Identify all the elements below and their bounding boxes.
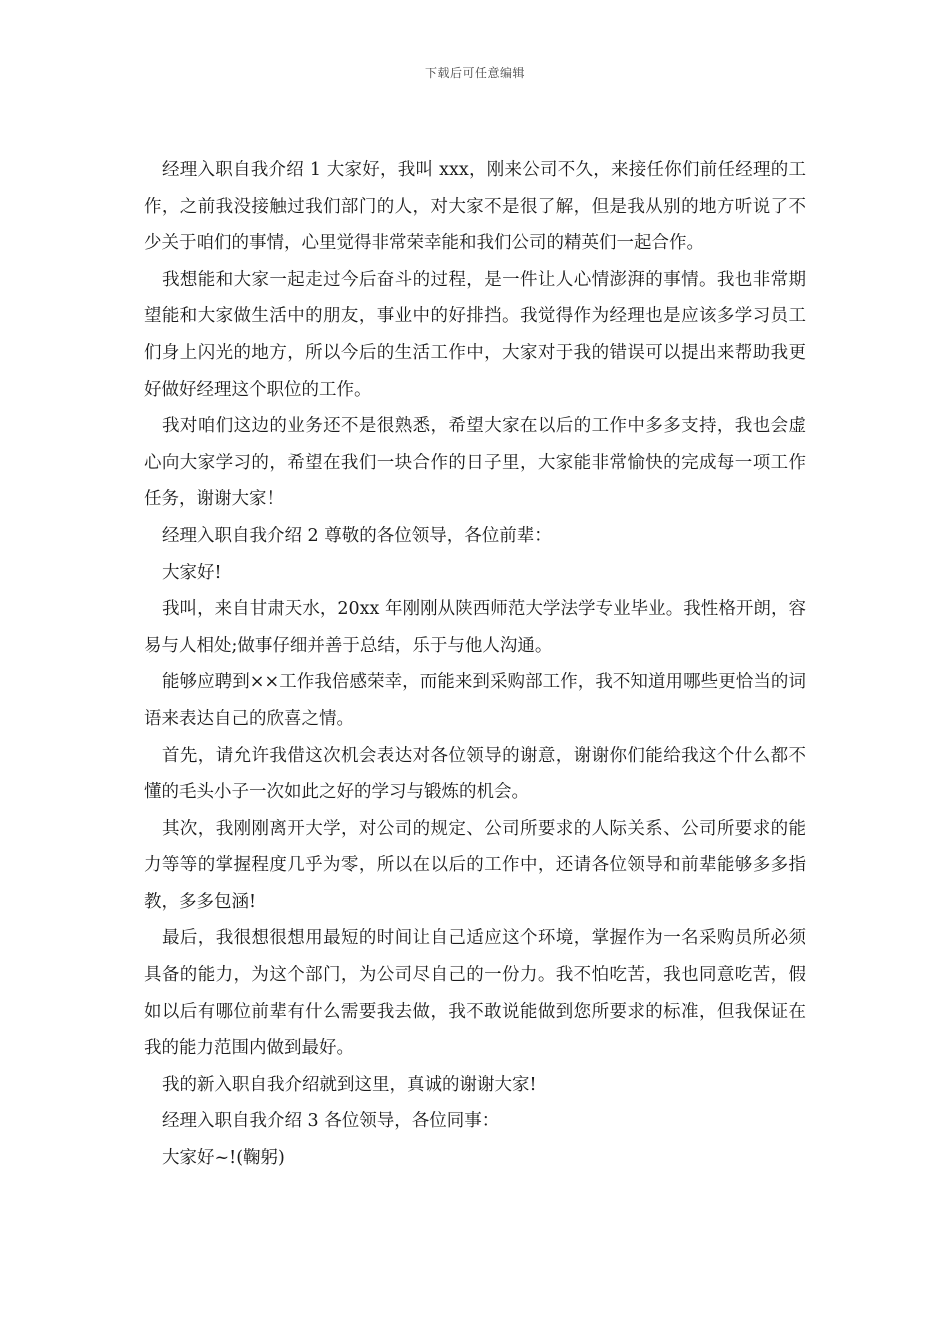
paragraph-10: 最后，我很想很想用最短的时间让自己适应这个环境，掌握作为一名采购员所必须具备的能力，为这个部门，为公司尽自己的一份力。我不怕吃苦，我也同意吃苦，假如以后有哪位前辈有什么需要我去做，我不敢说能做到您所要求的标准，但我保证在我的能力范围内做到最好。 bbox=[144, 928, 806, 1059]
paragraph-3: 我对咱们这边的业务还不是很熟悉，希望大家在以后的工作中多多支持，我也会虚心向大家学习的，希望在我们一块合作的日子里，大家能非常愉快的完成每一项工作任务，谢谢大家！ bbox=[144, 416, 806, 510]
paragraph-12: 经理入职自我介绍 3 各位领导，各位同事： bbox=[162, 1111, 500, 1132]
paragraph-7: 能够应聘到××工作我倍感荣幸，而能来到采购部工作，我不知道用哪些更恰当的词语来表达自己的欣喜之情。 bbox=[144, 672, 806, 729]
paragraph-11: 我的新入职自我介绍就到这里，真诚的谢谢大家! bbox=[162, 1074, 537, 1095]
paragraph-9: 其次，我刚刚离开大学，对公司的规定、公司所要求的人际关系、公司所要求的能力等等的掌握程度几乎为零，所以在以后的工作中，还请各位领导和前辈能够多多指教，多多包涵! bbox=[144, 818, 806, 912]
paragraph-1: 经理入职自我介绍 1 大家好，我叫 xxx，刚来公司不久，来接任你们前任经理的工作，之前我没接触过我们部门的人，对大家不是很了解，但是我从别的地方听说了不少关于咱们的事情，心里觉得非常荣幸能和我们公司的精英们一起合作。 bbox=[144, 160, 806, 254]
paragraph-13: 大家好~!(鞠躬) bbox=[162, 1148, 285, 1169]
document-body bbox=[144, 152, 806, 1177]
paragraph-6: 我叫，来自甘肃天水，20xx 年刚刚从陕西师范大学法学专业毕业。我性格开朗，容易与人相处;做事仔细并善于总结，乐于与他人沟通。 bbox=[144, 599, 806, 656]
paragraph-8: 首先，请允许我借这次机会表达对各位领导的谢意，谢谢你们能给我这个什么都不懂的毛头小子一次如此之好的学习与锻炼的机会。 bbox=[144, 745, 806, 803]
paragraph-4: 经理入职自我介绍 2 尊敬的各位领导，各位前辈： bbox=[162, 525, 552, 546]
page-header: 下载后可任意编辑 bbox=[424, 66, 525, 80]
paragraph-2: 我想能和大家一起走过今后奋斗的过程，是一件让人心情澎湃的事情。我也非常期望能和大家做生活中的朋友，事业中的好排挡。我觉得作为经理也是应该多学习员工们身上闪光的地方，所以今后的生活工作中，大家对于我的错误可以提出来帮助我更好做好经理这个职位的工作。 bbox=[144, 269, 806, 400]
paragraph-5: 大家好! bbox=[162, 562, 222, 583]
